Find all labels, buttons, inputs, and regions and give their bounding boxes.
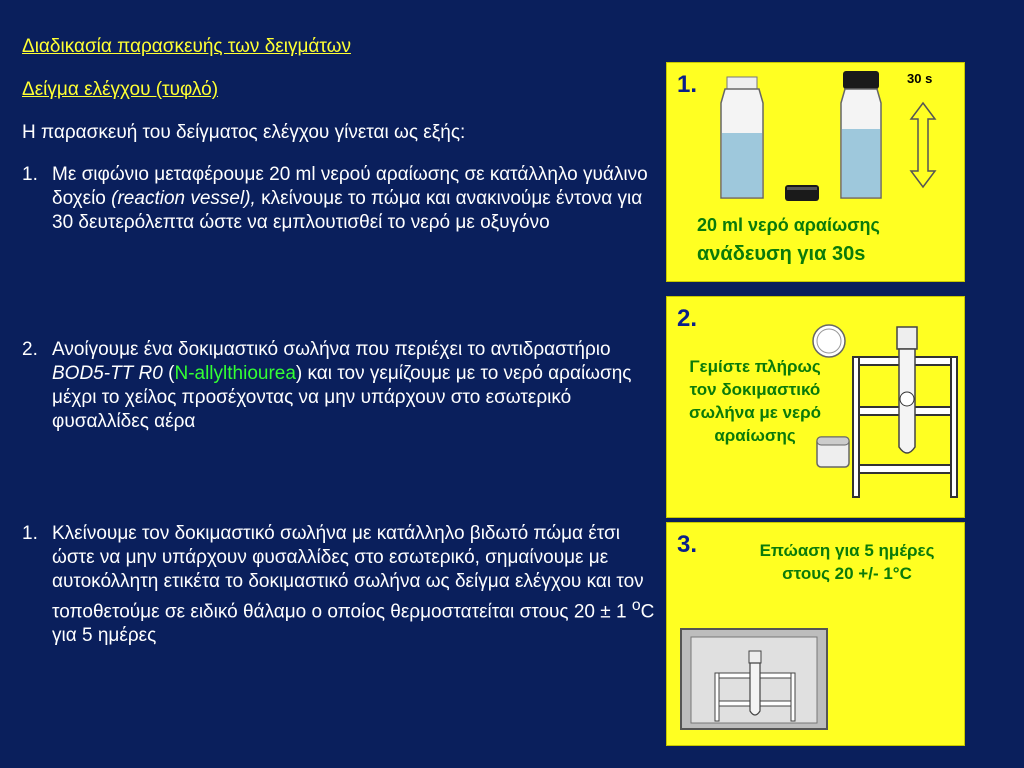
panel-caption: Επώαση για 5 ημέρες στους 20 +/- 1°C bbox=[759, 541, 935, 583]
panel-step-1 bbox=[666, 62, 965, 282]
step-text bbox=[52, 522, 662, 648]
panel-number: 1. bbox=[677, 71, 698, 98]
step-text-part: κλείνουμε το πώμα και ανακινούμε έντονα για 30 δευτερόλεπτα ώστε να εμπλουτισθεί το νερό με οξυγόνο bbox=[52, 188, 643, 233]
page-title: Διαδικασία παρασκευής των δειγμάτων bbox=[22, 36, 351, 57]
panel-step-2 bbox=[666, 296, 965, 518]
panel-caption: ανάδευση για 30s bbox=[697, 243, 866, 265]
step-text-part: ) και τον γεμίζουμε με το νερό αραίωσης μέχρι το χείλος προσέχοντας να μην υπάρχουν στο εσωτερικό φυσαλλίδες αέρα bbox=[52, 363, 632, 432]
panel-number: 3. bbox=[677, 531, 698, 558]
step-number: 2. bbox=[22, 339, 38, 360]
step-number: 1. bbox=[22, 523, 38, 544]
timer-label: 30 s bbox=[907, 71, 933, 86]
step-text-italic: BOD5-TT R0 bbox=[52, 363, 163, 384]
step-text-part: Ανοίγουμε ένα δοκιμαστικό σωλήνα που περιέχει το αντιδραστήριο bbox=[52, 339, 611, 360]
test-tube-icon bbox=[749, 651, 761, 715]
step-2 bbox=[22, 338, 662, 434]
step-text-part: Κλείνουμε τον δοκιμαστικό σωλήνα με κατάλληλο βιδωτό πώμα έτσι ώστε να μην υπάρχουν φυσαλλίδες στο εσωτερικό, σημαίνουμε με αυτοκόλλητη ετικέτα το δοκιμαστικό σωλήνα ως δείγμα ελέγχου και τον τοποθετούμε σε ειδικό θάλαμο ο οποίος θερμοστατείται στους 20 ± 1 bbox=[52, 523, 644, 623]
panel-caption: Γεμίστε πλήρως τον δοκιμαστικό σωλήνα με νερό αραίωσης bbox=[688, 357, 822, 445]
panel-step-3 bbox=[666, 522, 965, 746]
step-1 bbox=[22, 163, 662, 235]
panel-number: 2. bbox=[677, 305, 698, 332]
panel-caption: 20 ml νερό αραίωσης bbox=[697, 215, 880, 235]
step-text bbox=[52, 163, 662, 235]
reagent-name: N-allylthiourea bbox=[174, 363, 296, 384]
step-text-part: ( bbox=[162, 363, 175, 384]
step-number: 1. bbox=[22, 164, 38, 185]
vessel-illustration bbox=[667, 63, 964, 213]
page-subtitle: Δείγμα ελέγχου (τυφλό) bbox=[22, 79, 219, 100]
step-3 bbox=[22, 522, 662, 648]
shake-arrow-icon bbox=[911, 103, 935, 187]
step-text-italic: (reaction vessel), bbox=[111, 188, 256, 209]
step-text bbox=[52, 338, 662, 434]
incubator-illustration bbox=[667, 523, 964, 745]
step-text-part: Με σιφώνιο μεταφέρουμε 20 ml νερού αραίωσης σε κατάλληλο γυάλινο δοχείο bbox=[52, 164, 648, 209]
cap-icon bbox=[785, 185, 819, 201]
test-tube-icon bbox=[897, 327, 917, 453]
reagent-label-icon bbox=[813, 325, 845, 357]
degree-superscript: ο bbox=[631, 597, 641, 614]
open-vessel-icon bbox=[721, 77, 763, 198]
closed-vessel-icon bbox=[841, 71, 881, 198]
intro-text: Η παρασκευή του δείγματος ελέγχου γίνεται ως εξής: bbox=[22, 122, 466, 143]
step-text-part: C για 5 ημέρες bbox=[52, 601, 655, 647]
